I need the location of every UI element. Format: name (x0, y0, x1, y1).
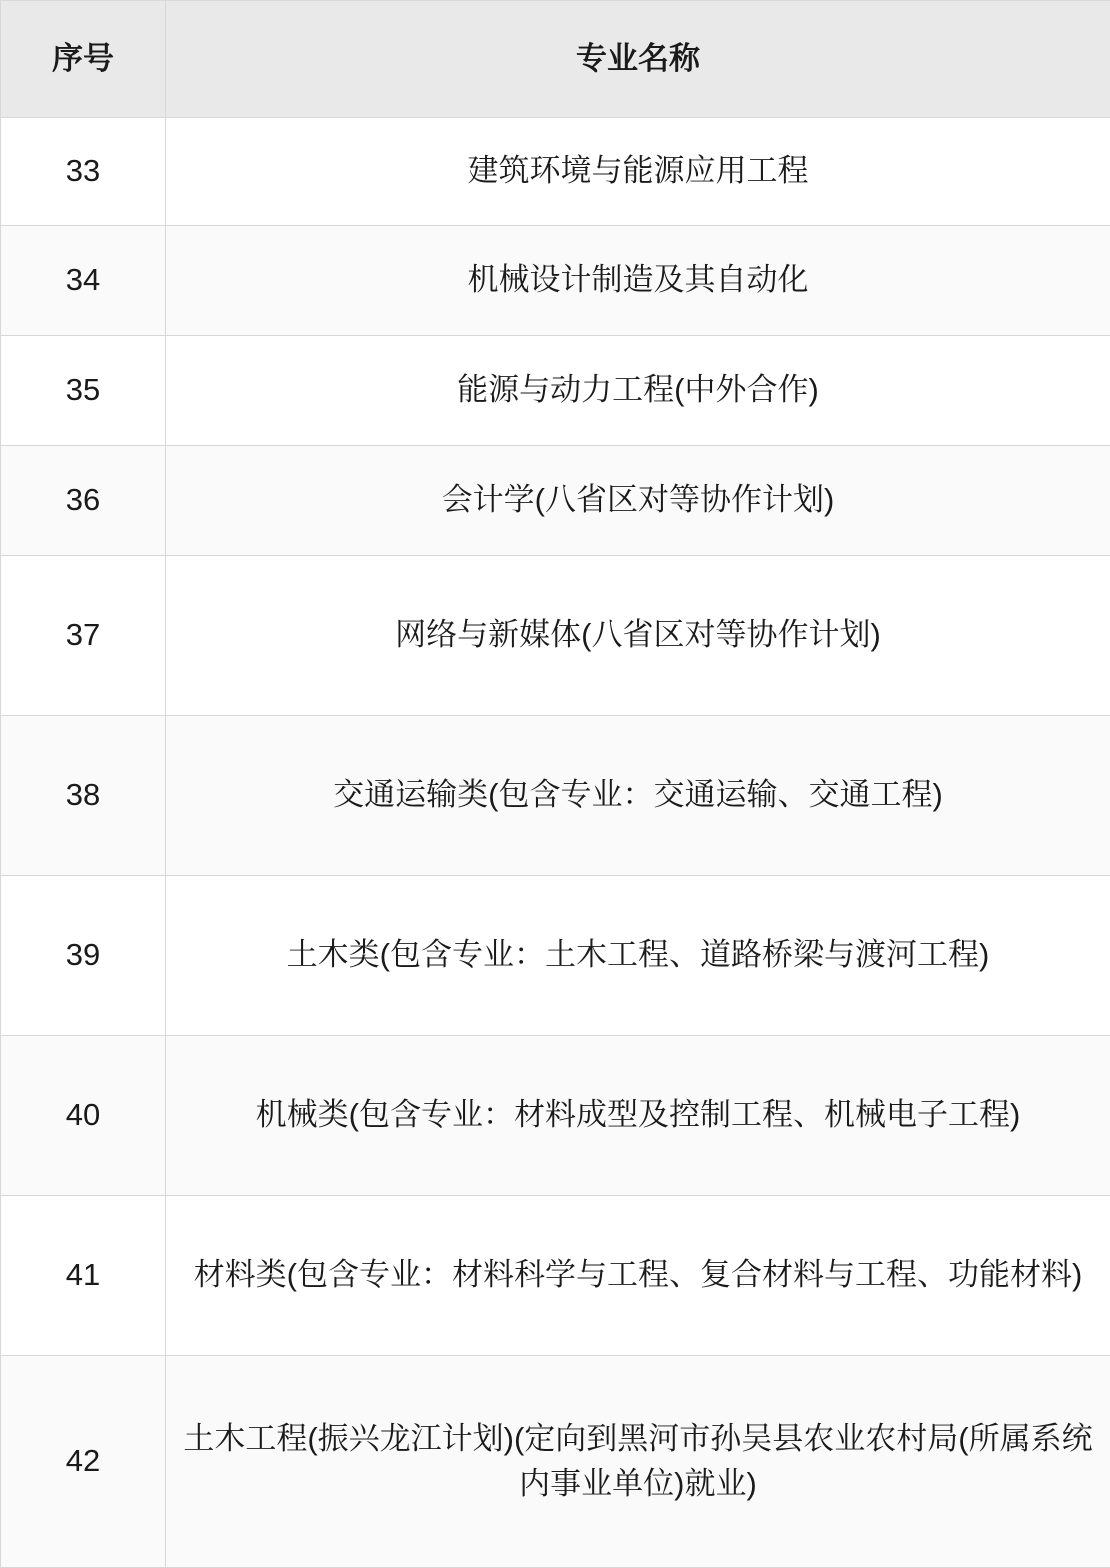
row-index: 37 (1, 556, 166, 716)
row-index: 40 (1, 1036, 166, 1196)
table-row (1, 226, 1110, 336)
row-index: 36 (1, 446, 166, 556)
table-row (1, 1356, 1110, 1568)
table-row (1, 118, 1110, 226)
row-major-name: 机械设计制造及其自动化 (166, 226, 1110, 336)
table-header (1, 1, 1110, 118)
row-major-name: 交通运输类(包含专业：交通运输、交通工程) (166, 716, 1110, 876)
table-row (1, 1196, 1110, 1356)
table-body (1, 118, 1110, 1568)
row-index: 38 (1, 716, 166, 876)
row-major-name: 机械类(包含专业：材料成型及控制工程、机械电子工程) (166, 1036, 1110, 1196)
row-index: 42 (1, 1356, 166, 1568)
table-row (1, 1036, 1110, 1196)
row-major-name: 土木工程(振兴龙江计划)(定向到黑河市孙吴县农业农村局(所属系统内事业单位)就业) (166, 1356, 1110, 1568)
row-major-name: 能源与动力工程(中外合作) (166, 336, 1110, 446)
column-header-index: 序号 (1, 1, 166, 118)
row-major-name: 建筑环境与能源应用工程 (166, 118, 1110, 226)
row-index: 33 (1, 118, 166, 226)
table-row (1, 336, 1110, 446)
row-index: 34 (1, 226, 166, 336)
row-index: 41 (1, 1196, 166, 1356)
table-header-row (1, 1, 1110, 118)
row-major-name: 土木类(包含专业：土木工程、道路桥梁与渡河工程) (166, 876, 1110, 1036)
row-major-name: 材料类(包含专业：材料科学与工程、复合材料与工程、功能材料) (166, 1196, 1110, 1356)
row-major-name: 会计学(八省区对等协作计划) (166, 446, 1110, 556)
table-row (1, 446, 1110, 556)
column-header-major-name: 专业名称 (166, 1, 1110, 118)
table-row (1, 556, 1110, 716)
table-row (1, 716, 1110, 876)
row-index: 39 (1, 876, 166, 1036)
table-row (1, 876, 1110, 1036)
row-major-name: 网络与新媒体(八省区对等协作计划) (166, 556, 1110, 716)
row-index: 35 (1, 336, 166, 446)
